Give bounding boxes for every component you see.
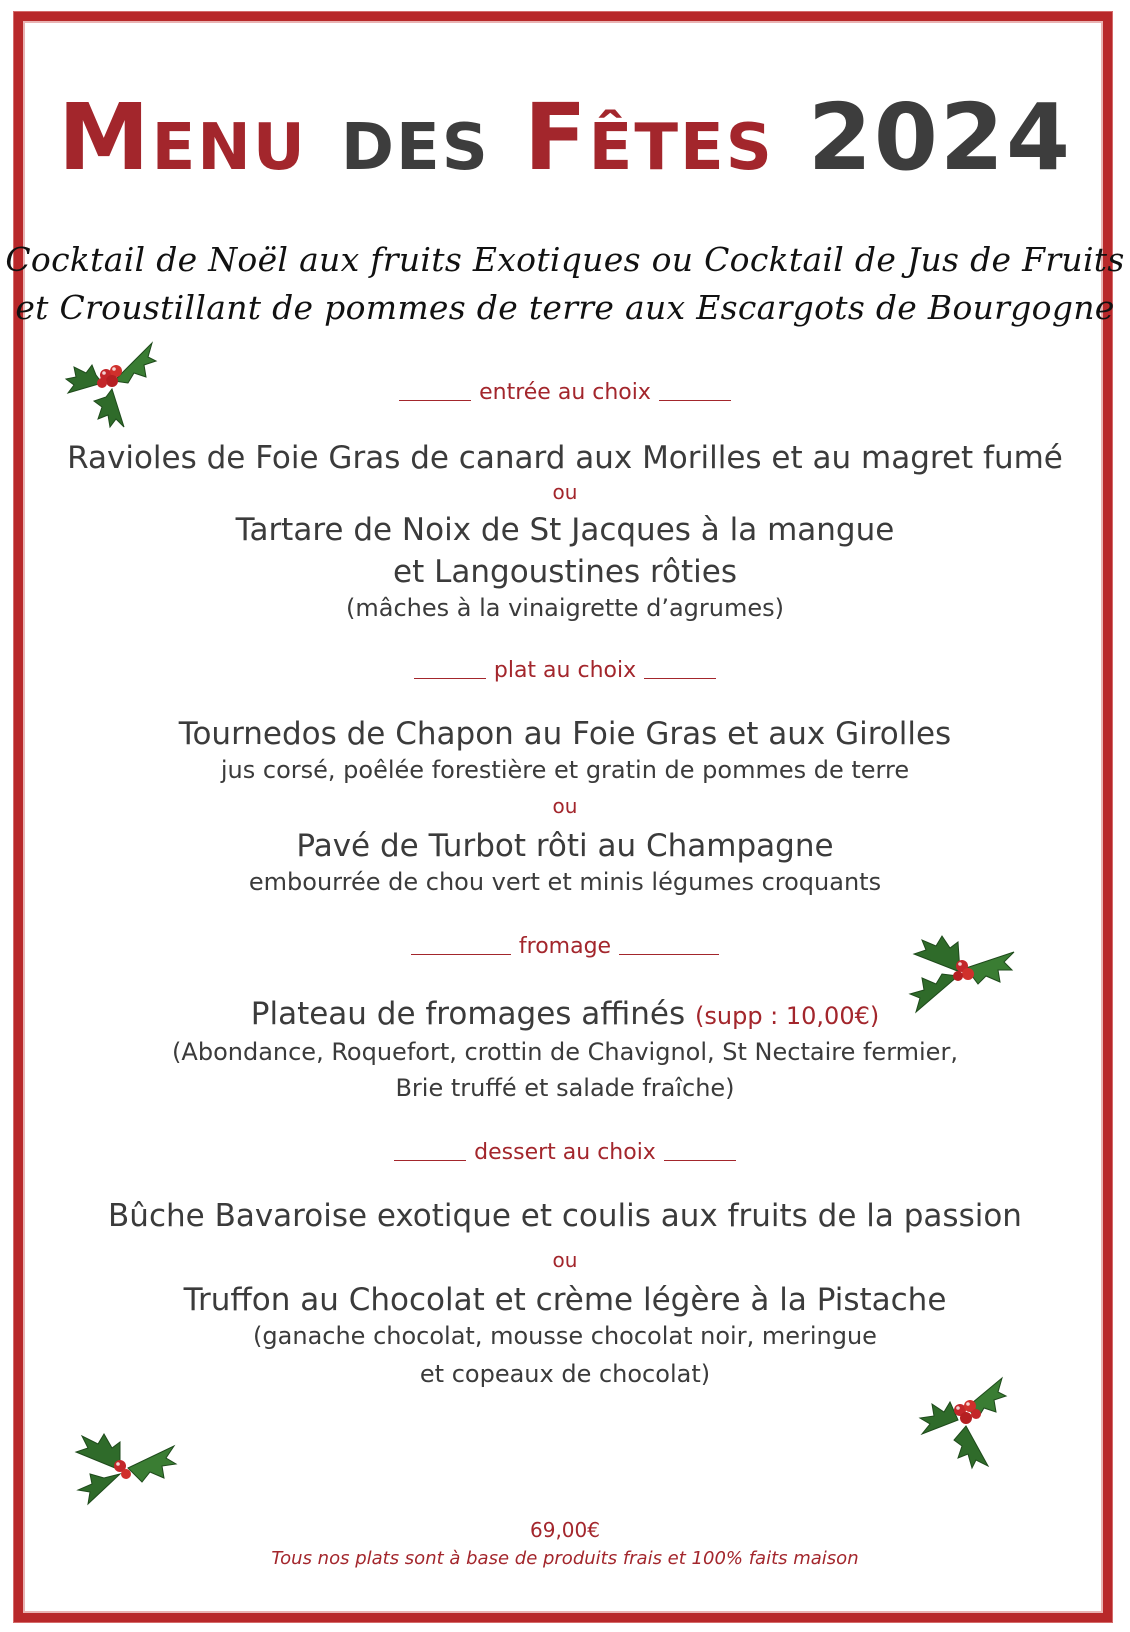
or-label: ou [552,794,578,818]
intro-line-1: Cocktail de Noël aux fruits Exotiques ou Cocktail de Jus de Fruits [5,240,1125,279]
entree-dish-2-line-1: Tartare de Noix de St Jacques à la mangue [235,512,895,548]
plat-dish-1: Tournedos de Chapon au Foie Gras et aux Girolles [178,716,952,752]
menu-price: 69,00€ [530,1518,600,1542]
dessert-dish-2-detail-1: (ganache chocolat, mousse chocolat noir, meringue [253,1322,877,1350]
section-entree: entrée au choix [0,380,1130,405]
plat-dish-2-detail: embourrée de chou vert et minis légumes croquants [248,868,882,896]
title-des: des [340,84,490,191]
fromage-dish: Plateau de fromages affinés (supp : 10,00€) [250,996,880,1032]
dessert-dish-1: Bûche Bavaroise exotique et coulis aux fruits de la passion [108,1198,1022,1234]
plat-dish-2: Pavé de Turbot rôti au Champagne [296,828,834,864]
section-plat: plat au choix [0,658,1130,683]
or-label: ou [552,480,578,504]
entree-dish-1: Ravioles de Foie Gras de canard aux Morilles et au magret fumé [67,440,1063,476]
intro-line-2: et Croustillant de pommes de terre aux Escargots de Bourgogne [15,288,1115,327]
holly-icon [70,1432,178,1508]
fromage-supplement: (supp : 10,00€) [695,1002,880,1030]
footnote: Tous nos plats sont à base de produits frais et 100% faits maison [271,1548,859,1569]
section-fromage: fromage [0,934,1130,959]
holly-icon [918,1374,1008,1470]
dessert-dish-2: Truffon au Chocolat et crème légère à la Pistache [183,1282,947,1318]
or-label: ou [552,1248,578,1272]
title-menu: Menu [58,84,307,191]
entree-dish-2-line-2: et Langoustines rôties [393,554,737,590]
menu-title [0,84,1130,191]
title-year: 2024 [807,84,1072,191]
section-dessert: dessert au choix [0,1140,1130,1165]
plat-dish-1-detail: jus corsé, poêlée forestière et gratin de pommes de terre [220,756,910,784]
entree-dish-2-detail: (mâches à la vinaigrette d’agrumes) [346,594,784,622]
dessert-dish-2-detail-2: et copeaux de chocolat) [419,1360,711,1388]
fromage-detail-2: Brie truffé et salade fraîche) [395,1074,735,1102]
title-fetes: Fêtes [523,84,774,191]
fromage-detail-1: (Abondance, Roquefort, crottin de Chavignol, St Nectaire fermier, [172,1038,958,1066]
